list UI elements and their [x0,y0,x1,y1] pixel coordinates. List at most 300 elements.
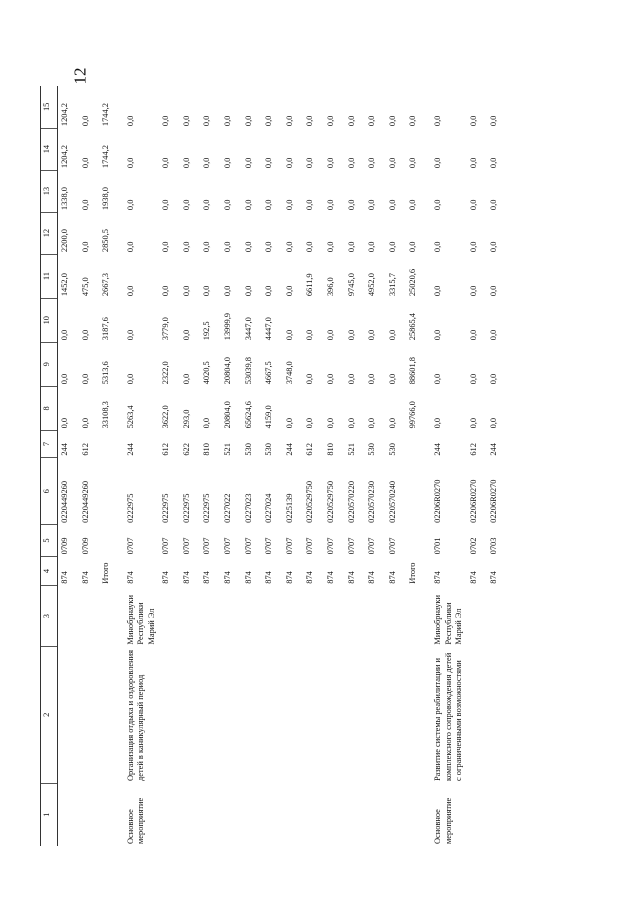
table-cell: 0,0 [125,285,135,297]
table-cell: 0220570220 [346,480,356,523]
table-cell: 0707 [284,537,294,555]
table-cell: 0707 [346,537,356,555]
table-cell: 0707 [326,537,336,555]
column-header: 11 [41,254,58,298]
table-cell [159,783,180,846]
table-row [221,86,242,846]
table-cell: 0,0 [387,199,397,211]
table-cell: 0,0 [326,115,336,127]
table-cell: 2850,5 [101,229,111,253]
table-cell: 0,0 [367,329,377,341]
table-cell: 0,0 [181,241,191,253]
table-cell: 0,0 [408,115,418,127]
table-cell: 0,0 [264,285,274,297]
table-cell: 0,0 [387,329,397,341]
table-row [58,86,79,846]
table-cell: 0,0 [223,157,233,169]
table-row [345,86,366,846]
table-cell: 1938,0 [101,187,111,211]
table-cell: 0,0 [468,241,478,253]
table-cell: 874 [284,571,294,584]
table-cell: Основное мероприятие [433,797,453,844]
table-cell [345,647,366,783]
page-number: 12 [70,67,90,85]
column-header: 4 [41,556,58,585]
table-cell: 3187,6 [101,317,111,341]
table-cell: 0,0 [284,157,294,169]
table-cell [365,783,386,846]
table-cell: 3315,7 [387,273,397,297]
table-cell [487,586,508,647]
table-cell: 02206R0270 [433,479,442,523]
table-cell: Итого [101,562,111,584]
table-cell: 0,0 [60,417,69,429]
table-cell: 0702 [468,537,478,555]
table-cell: 3779,0 [161,317,171,341]
table-cell: 0,0 [468,115,478,127]
table-cell: 0,0 [80,241,90,253]
table-cell: 874 [80,571,90,584]
table-cell [406,647,427,783]
table-row [180,86,201,846]
table-cell [324,783,345,846]
table-row [99,86,120,846]
table-cell: 65624,6 [243,401,253,429]
column-header: 13 [41,170,58,212]
table-cell: 0707 [305,537,315,555]
table-cell: 3447,0 [243,317,253,341]
column-header: 14 [41,128,58,170]
table-cell: 0,0 [387,241,397,253]
table-cell: 3622,0 [161,405,171,429]
table-cell: 4020,5 [202,361,212,385]
table-cell: 0222975 [181,493,191,523]
table-cell: 0,0 [202,157,212,169]
table-cell: 244 [433,443,442,456]
table-cell: 0,0 [468,199,478,211]
table-row [79,86,100,846]
table-cell: 0,0 [489,373,499,385]
table-cell: 0227022 [223,493,233,523]
table-cell: 874 [181,571,191,584]
table-cell: 0703 [489,537,499,555]
table-row [467,86,488,846]
table-cell [99,586,120,647]
table-cell: 0,0 [125,241,135,253]
table-cell: 810 [326,443,336,456]
table-cell: 0,0 [408,199,418,211]
table-cell: 0,0 [243,157,253,169]
table-cell: 0707 [125,537,135,555]
table-cell [303,647,324,783]
table-cell: 0227024 [264,493,274,523]
table-row [200,86,221,846]
table-cell: 0,0 [284,115,294,127]
table-cell: 0,0 [161,157,171,169]
column-header: 12 [41,212,58,254]
table-cell: 530 [387,443,397,456]
table-cell: 0,0 [489,417,499,429]
table-cell [487,647,508,783]
table-cell [406,586,427,647]
table-cell: 874 [433,571,442,584]
table-cell: 0,0 [433,241,442,253]
table-cell: 99766,0 [408,401,418,429]
table-cell [200,586,221,647]
table-cell: 0220449260 [60,480,69,523]
table-cell: 0,0 [161,199,171,211]
table-cell: 244 [125,443,135,456]
table-cell: 0,0 [367,199,377,211]
column-header: 7 [41,430,58,457]
table-cell: 622 [181,443,191,456]
table-cell: 0707 [367,537,377,555]
table-cell: 4447,0 [264,317,274,341]
table-row [120,86,160,846]
table-cell [200,783,221,846]
table-cell [467,647,488,783]
table-cell [262,783,283,846]
table-cell: 0,0 [284,329,294,341]
table-cell [221,647,242,783]
table-cell: 244 [60,443,69,456]
table-cell: 0709 [60,537,69,555]
table-cell: 0,0 [367,241,377,253]
table-cell [386,783,407,846]
table-cell: 25865,4 [408,313,418,341]
column-header: 6 [41,458,58,525]
table-cell [58,783,79,846]
table-cell: 0,0 [125,329,135,341]
table-cell: Организация отдыха и оздоровления детей в каникулярный период [125,650,146,782]
table-cell: 244 [284,443,294,456]
table-cell: 0227023 [243,493,253,523]
table-cell: 0707 [202,537,212,555]
table-cell: 0220529750 [305,480,315,523]
table-cell: 874 [387,571,397,584]
table-cell: 874 [223,571,233,584]
table-cell [365,647,386,783]
table-cell: 612 [468,443,478,456]
table-cell: 0,0 [284,199,294,211]
column-header: 5 [41,525,58,556]
table-cell: 0,0 [60,329,69,341]
table-cell: 0,0 [202,417,212,429]
table-cell: 0,0 [387,417,397,429]
table-cell: 0,0 [161,241,171,253]
table-cell: 612 [305,443,315,456]
table-cell: 0,0 [305,157,315,169]
table-row [262,86,283,846]
table-cell: 0,0 [243,285,253,297]
table-row [324,86,345,846]
table-cell [99,458,120,525]
table-cell: 1452,0 [60,273,69,297]
table-cell: 0,0 [181,329,191,341]
table-cell: 0222975 [125,493,135,523]
table-cell [283,783,304,846]
table-cell: 9745,0 [346,273,356,297]
table-cell: 874 [264,571,274,584]
table-cell: 0,0 [284,241,294,253]
table-cell: 0,0 [468,329,478,341]
table-cell: Развитие системы реабилитации и комплексного сопровождения детей с ограниченными возможностями [433,652,463,782]
table-cell [262,586,283,647]
table-cell: Минобрнауки Республики Марий Эл [125,595,156,645]
table-cell: 1204,2 [60,145,69,169]
table-cell: 4952,0 [367,273,377,297]
table-cell: 6611,9 [305,273,315,297]
table-cell: 2322,0 [161,361,171,385]
table-cell: 4159,0 [264,405,274,429]
table-cell [200,647,221,783]
table-cell: 0,0 [367,373,377,385]
table-cell: 0,0 [326,417,336,429]
table-cell: 0,0 [346,329,356,341]
table-cell: 0,0 [326,157,336,169]
table-cell [406,458,427,525]
table-body [58,86,508,846]
table-cell: 0,0 [408,241,418,253]
table-cell: 20804,0 [223,357,233,385]
table-cell [79,783,100,846]
table-cell: 0,0 [433,157,442,169]
table-cell: 0,0 [387,157,397,169]
table-cell: 0,0 [326,329,336,341]
table-cell: 1744,2 [101,145,111,169]
table-row [487,86,508,846]
table-cell: 0,0 [80,115,90,127]
table-cell: 0,0 [346,373,356,385]
table-cell: 0,0 [326,241,336,253]
table-cell: 874 [161,571,171,584]
table-cell [283,586,304,647]
table-row [283,86,304,846]
table-cell [221,783,242,846]
table-cell: 244 [489,443,499,456]
table-cell: 0,0 [161,115,171,127]
table-cell: 192,5 [202,321,212,341]
table-cell: 0707 [264,537,274,555]
table-cell: 874 [60,571,69,584]
table-cell: 0,0 [387,115,397,127]
table-cell: 3748,0 [284,361,294,385]
table-cell [303,586,324,647]
table-row [159,86,180,846]
budget-table [40,86,508,846]
table-cell [345,783,366,846]
table-cell [406,783,427,846]
table-cell: 0,0 [367,157,377,169]
column-header: 8 [41,386,58,430]
table-cell: 0,0 [264,199,274,211]
table-cell: 0,0 [181,157,191,169]
table-cell: 0,0 [346,417,356,429]
table-row [386,86,407,846]
table-cell [406,430,427,457]
table-cell: 0,0 [264,115,274,127]
table-cell: 0,0 [305,115,315,127]
table-row [365,86,386,846]
table-cell: 874 [346,571,356,584]
table-cell: 2667,3 [101,273,111,297]
table-cell: 0,0 [367,417,377,429]
table-cell [221,586,242,647]
table-cell: 0,0 [305,417,315,429]
table-row [303,86,324,846]
table-cell: 0,0 [489,199,499,211]
table-cell: 0,0 [468,285,478,297]
table-cell: 0,0 [243,199,253,211]
table-cell [487,783,508,846]
table-cell: 02206R0270 [489,479,499,523]
table-cell [365,586,386,647]
table-cell [324,647,345,783]
table-cell: 0220449260 [80,480,90,523]
table-cell: 1204,2 [60,103,69,127]
table-cell [180,783,201,846]
table-cell [58,647,79,783]
table-cell: 5263,4 [125,405,135,429]
table-cell: 0,0 [346,241,356,253]
header-row [41,86,58,846]
table-cell: 0,0 [223,199,233,211]
rotated-table-container [40,86,600,846]
table-cell [324,586,345,647]
table-cell: 25020,6 [408,268,418,297]
table-cell: 530 [243,443,253,456]
table-cell: 53039,8 [243,357,253,385]
table-cell [242,647,263,783]
table-cell: 0,0 [223,285,233,297]
table-cell: 0,0 [125,115,135,127]
table-cell: 874 [468,571,478,584]
table-row [406,86,427,846]
table-cell: 0,0 [305,199,315,211]
table-cell: 0701 [433,537,442,555]
table-cell: 0,0 [284,417,294,429]
table-cell [99,525,120,556]
table-cell: 0,0 [468,157,478,169]
table-cell [99,783,120,846]
table-cell [303,783,324,846]
table-cell: 0,0 [80,417,90,429]
table-cell: 0,0 [326,373,336,385]
table-cell: 0,0 [305,373,315,385]
table-cell: 0,0 [489,157,499,169]
table-cell: 0,0 [80,329,90,341]
table-cell: 1338,0 [60,187,69,211]
table-cell: 0707 [387,537,397,555]
table-cell: 0,0 [125,157,135,169]
table-cell [467,586,488,647]
table-cell [242,586,263,647]
table-cell [345,586,366,647]
table-cell: 0,0 [305,241,315,253]
table-cell: 02206R0270 [468,479,478,523]
table-cell: 0,0 [433,115,442,127]
table-cell: 0,0 [264,241,274,253]
table-cell: 4667,5 [264,361,274,385]
table-cell [386,647,407,783]
table-cell: 0,0 [202,115,212,127]
table-cell: 0,0 [489,241,499,253]
table-cell: 874 [367,571,377,584]
table-cell: 0707 [223,537,233,555]
table-cell: 0,0 [284,285,294,297]
table-cell: 0,0 [181,285,191,297]
table-cell: 0,0 [387,373,397,385]
table-cell [180,586,201,647]
table-cell: 0,0 [161,285,171,297]
table-cell: 0,0 [433,199,442,211]
table-cell: 0,0 [243,115,253,127]
table-cell: 0,0 [264,157,274,169]
table-cell: 2200,0 [60,229,69,253]
table-cell: 874 [125,571,135,584]
table-cell: 874 [243,571,253,584]
table-cell: 612 [161,443,171,456]
table-cell [180,647,201,783]
table-cell: 874 [305,571,315,584]
table-cell [262,647,283,783]
table-cell: 0,0 [202,285,212,297]
table-cell: 0,0 [305,329,315,341]
table-cell: 5313,6 [101,361,111,385]
table-cell: 0707 [243,537,253,555]
table-cell: 396,0 [326,277,336,297]
table-cell: 0,0 [80,199,90,211]
table-cell: 0222975 [161,493,171,523]
table-cell: 874 [326,571,336,584]
table-cell: 530 [367,443,377,456]
table-row [242,86,263,846]
table-cell: 0,0 [346,157,356,169]
table-cell: 0,0 [202,241,212,253]
column-header: 2 [41,647,58,783]
table-cell: 0,0 [433,417,442,429]
table-cell: 0220570230 [367,480,377,523]
table-cell [406,525,427,556]
table-cell: 0222975 [202,493,212,523]
table-cell: 0709 [80,537,90,555]
table-cell: 475,0 [80,277,90,297]
table-cell [283,647,304,783]
table-cell: 0,0 [408,157,418,169]
table-cell [79,586,100,647]
table-cell: 0,0 [60,373,69,385]
column-header: 1 [41,783,58,846]
table-cell: 0,0 [433,329,442,341]
table-cell: 0220529750 [326,480,336,523]
table-cell [242,783,263,846]
table-cell: 0,0 [489,329,499,341]
table-cell: 0,0 [489,115,499,127]
table-cell: 33108,3 [101,401,111,429]
column-header: 10 [41,298,58,342]
table-cell: 874 [489,571,499,584]
table-cell [99,430,120,457]
table-cell: 0,0 [489,285,499,297]
table-cell: 88601,8 [408,357,418,385]
table-cell [159,647,180,783]
table-cell: 530 [264,443,274,456]
table-cell: 0,0 [202,199,212,211]
table-cell: Минобрнауки Республики Марий Эл [433,595,463,645]
table-cell: 0,0 [125,373,135,385]
table-cell: 0,0 [433,285,442,297]
table-cell [99,647,120,783]
